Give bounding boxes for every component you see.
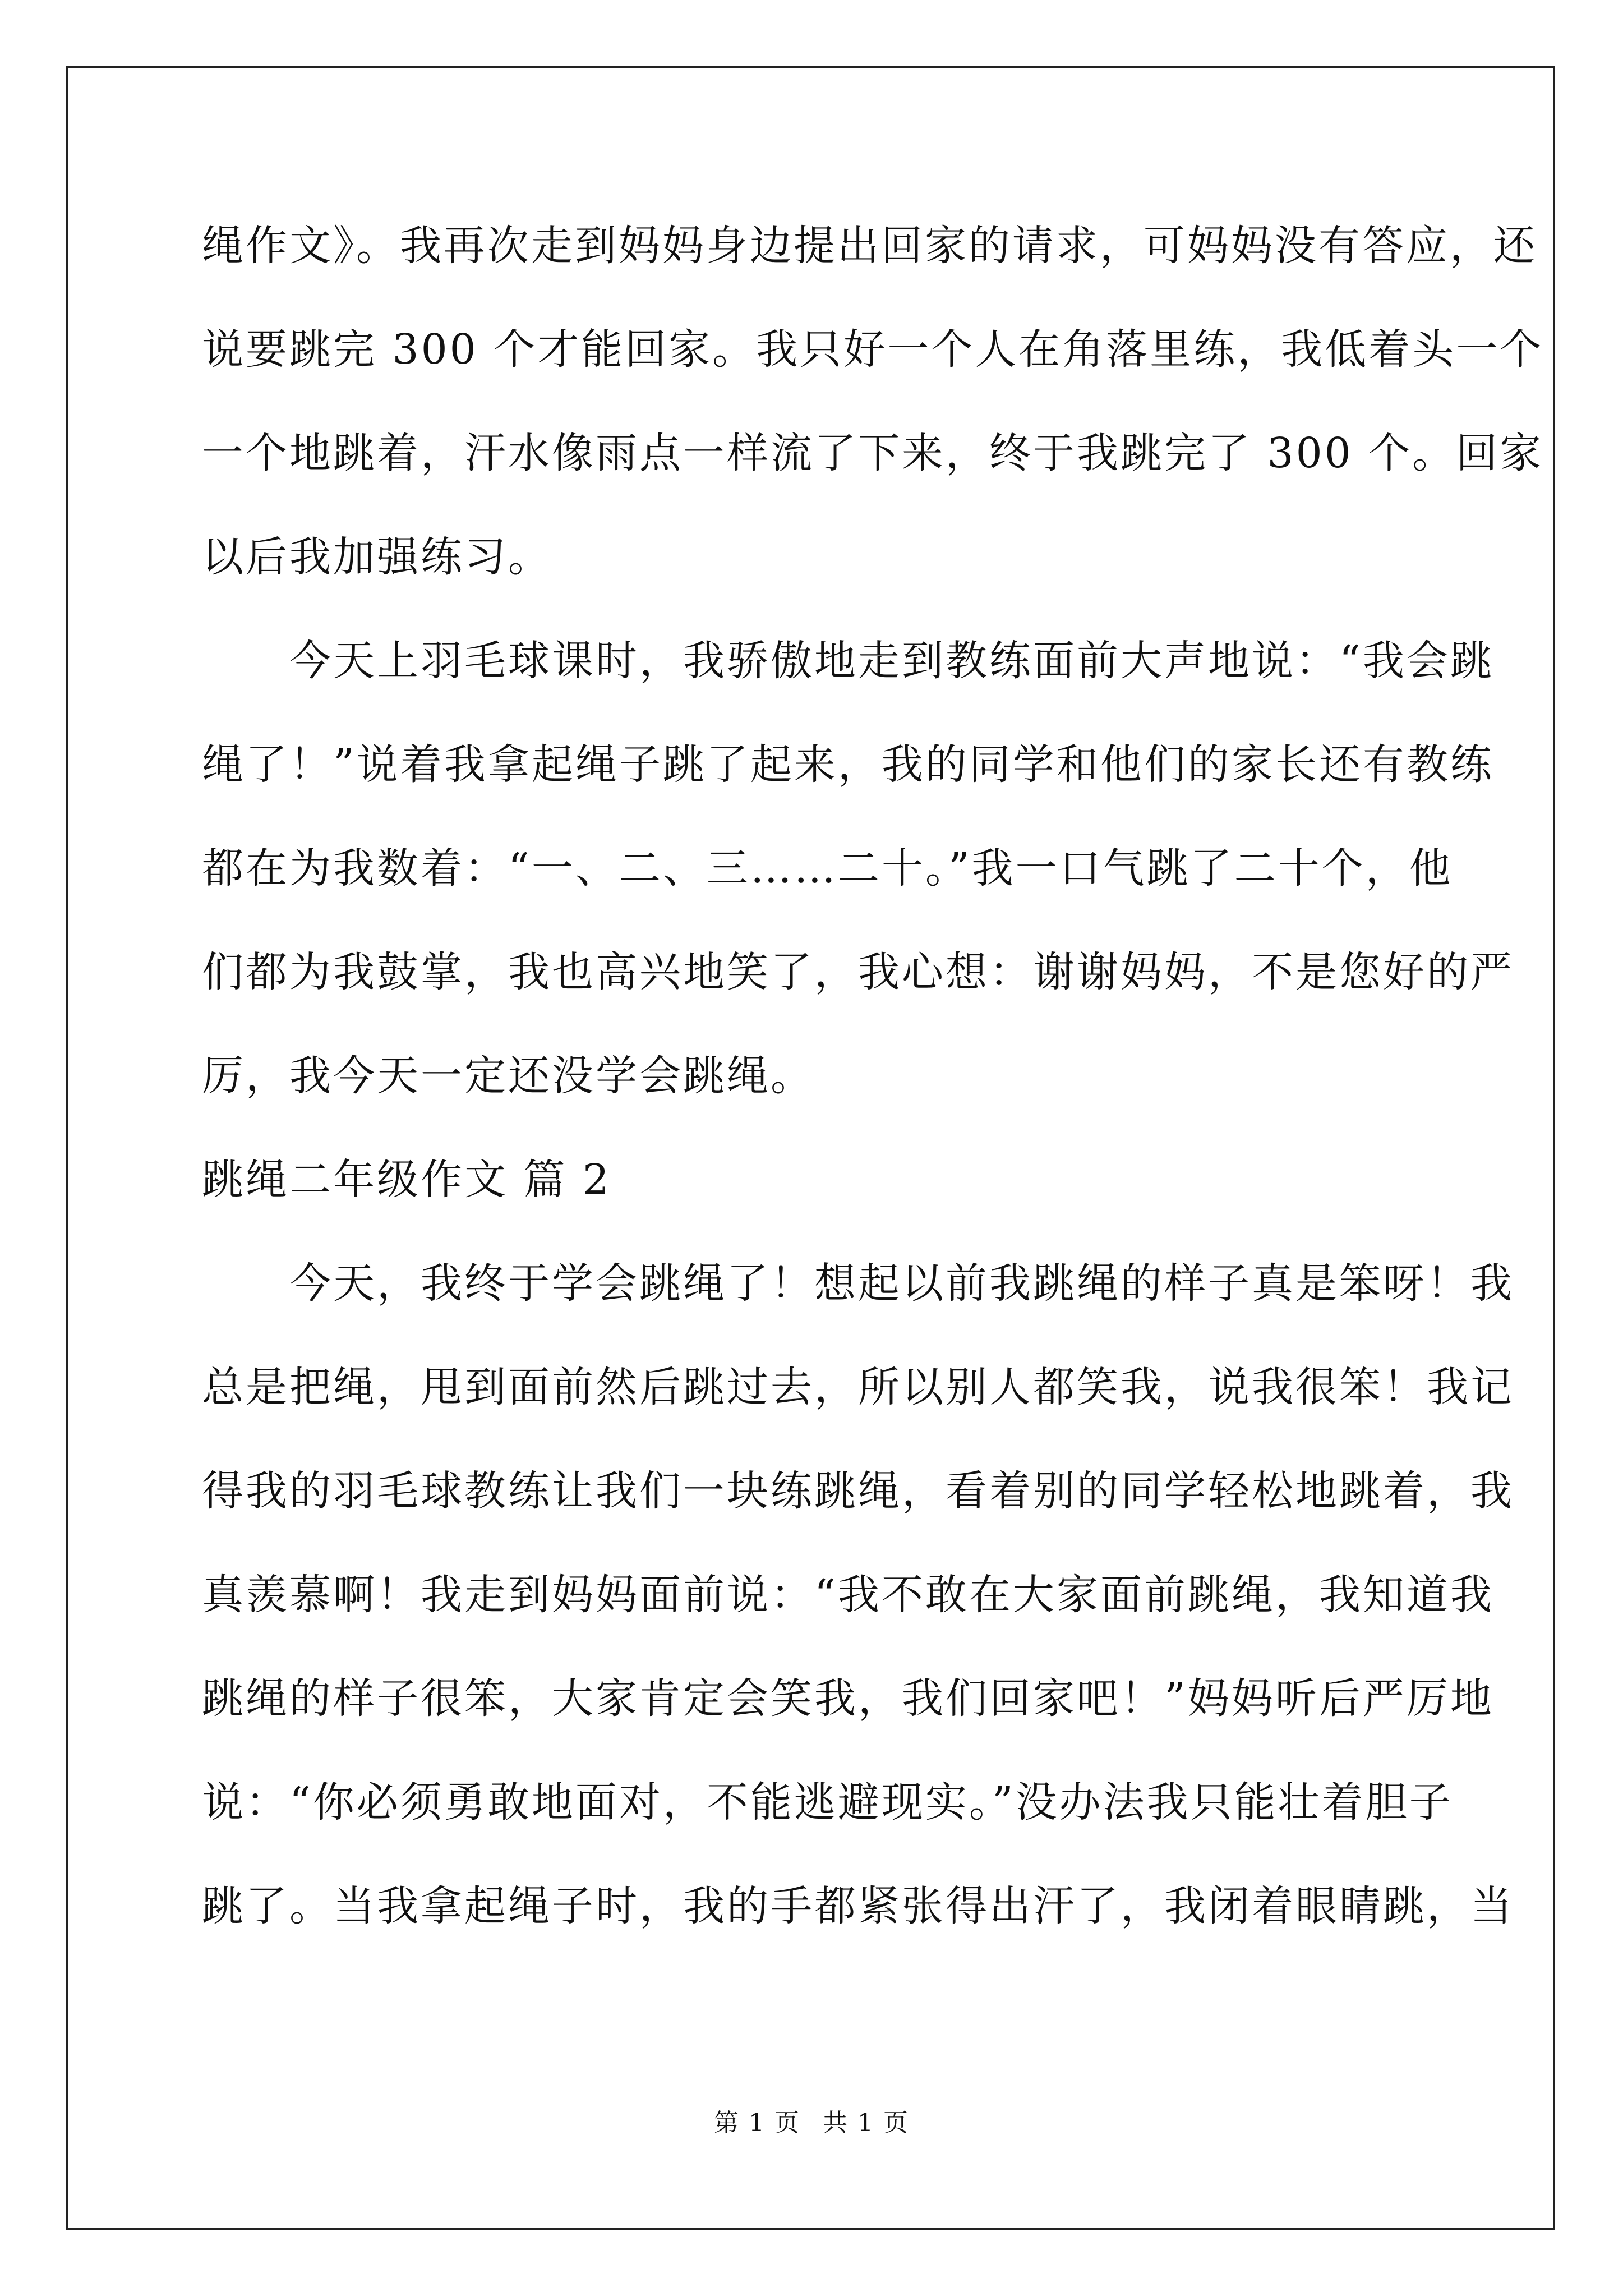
page-total: 共 1 页 (823, 2109, 909, 2137)
text-line: 厉，我今天一定还没学会跳绳。 (202, 1052, 814, 1100)
text-line: 跳绳的样子很笨，大家肯定会笑我，我们回家吧！”妈妈听后严厉地 (202, 1674, 1494, 1723)
text-line: 说要跳完 300 个才能回家。我只好一个人在角落里练，我低着头一个 (202, 325, 1544, 374)
text-line: 真羡慕啊！我走到妈妈面前说：“我不敢在大家面前跳绳，我知道我 (202, 1571, 1494, 1619)
text-line: 都在为我数着：“一、二、三……二十。”我一口气跳了二十个，他 (202, 844, 1453, 892)
text-line: 们都为我鼓掌，我也高兴地笑了，我心想：谢谢妈妈，不是您好的严 (202, 948, 1514, 996)
document-body (202, 194, 1544, 1958)
section-heading: 跳绳二年级作文 篇 2 (202, 1156, 612, 1204)
page-number: 第 1 页 (714, 2109, 800, 2137)
text-line: 总是把绳，甩到面前然后跳过去，所以别人都笑我，说我很笨！我记 (202, 1363, 1514, 1411)
text-line: 以后我加强练习。 (202, 533, 552, 581)
text-line: 绳作文》。我再次走到妈妈身边提出回家的请求，可妈妈没有答应，还 (202, 222, 1537, 270)
text-line: 今天，我终于学会跳绳了！想起以前我跳绳的样子真是笨呀！我 (202, 1259, 1514, 1308)
text-line: 今天上羽毛球课时，我骄傲地走到教练面前大声地说：“我会跳 (202, 637, 1494, 685)
text-line: 跳了。当我拿起绳子时，我的手都紧张得出汗了，我闭着眼睛跳，当 (202, 1882, 1514, 1930)
text-line: 一个地跳着，汗水像雨点一样流了下来，终于我跳完了 300 个。回家 (202, 429, 1544, 477)
text-line: 说：“你必须勇敢地面对，不能逃避现实。”没办法我只能壮着胆子 (202, 1778, 1453, 1826)
text-line: 绳了！”说着我拿起绳子跳了起来，我的同学和他们的家长还有教练 (202, 740, 1494, 789)
text-line: 得我的羽毛球教练让我们一块练跳绳，看着别的同学轻松地跳着，我 (202, 1467, 1514, 1515)
page-footer (0, 2106, 1623, 2140)
